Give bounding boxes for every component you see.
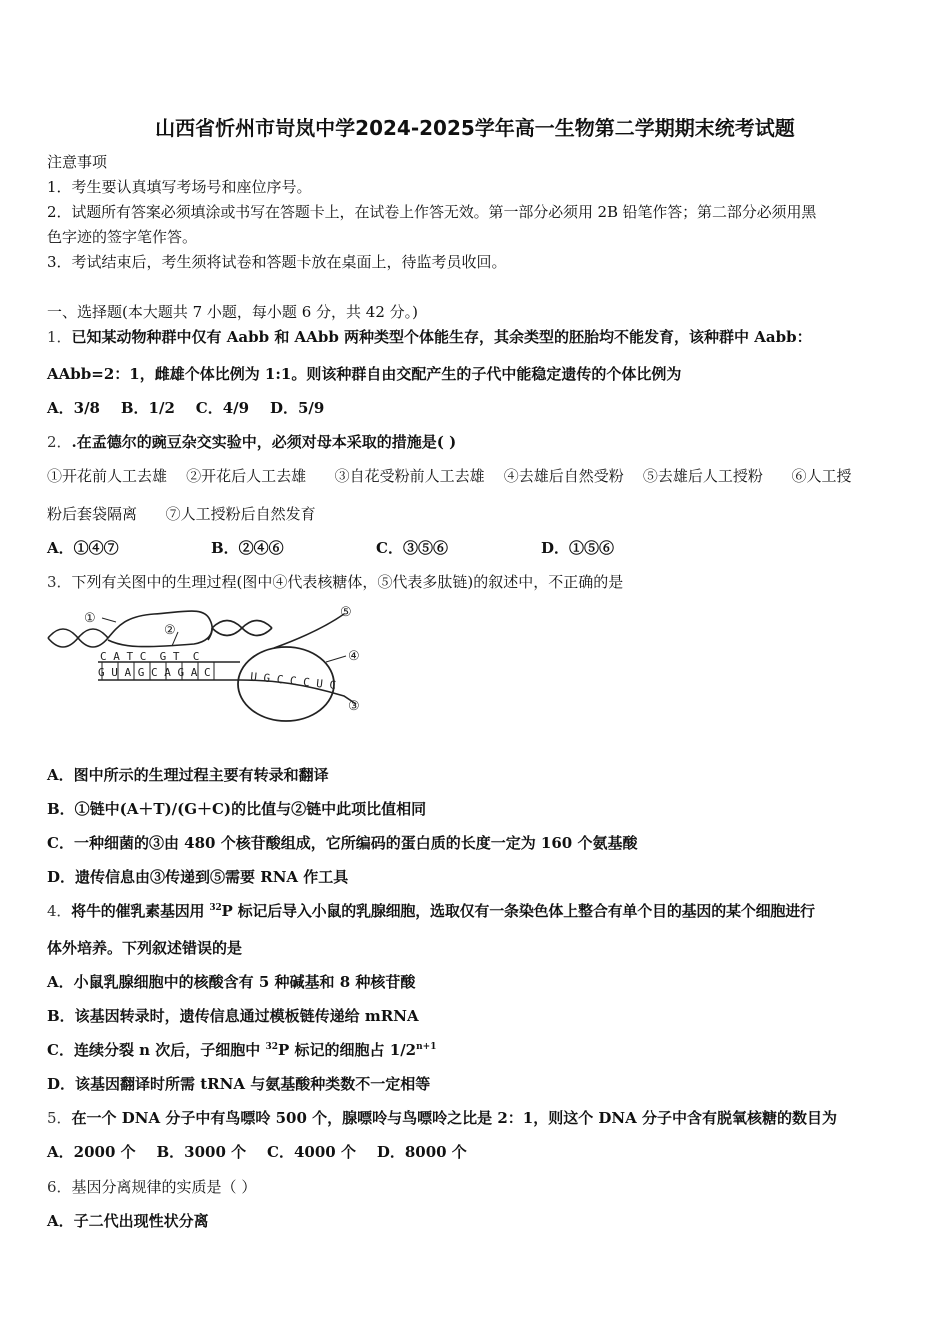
question-text: 将牛的催乳素基因用 — [71, 902, 210, 920]
question-4-option-c — [47, 1040, 910, 1060]
question-text: .在孟德尔的豌豆杂交实验中，必须对母本采取的措施是( ) — [71, 433, 457, 451]
question-4 — [47, 901, 910, 921]
question-3-option-b: B．①链中(A＋T)/(G＋C)的比值与②链中此项比值相同 — [47, 800, 427, 818]
option-d: D．①⑤⑥ — [541, 539, 615, 557]
section-heading: 一、选择题(本大题共 7 小题，每小题 6 分，共 42 分。) — [47, 303, 418, 321]
rna-sequence: G U A G C A G A C — [98, 666, 211, 679]
label-ribosome: ④ — [348, 649, 360, 664]
label-strand-1: ① — [84, 611, 96, 626]
dna-helix-right — [212, 621, 272, 636]
question-6 — [47, 1177, 910, 1197]
question-text: 在一个 DNA 分子中有鸟嘌呤 500 个，腺嘌呤与鸟嘌呤之比是 2：1，则这个 DNA 分子中含有脱氧核糖的数目为 — [71, 1109, 838, 1127]
question-1 — [47, 327, 910, 347]
dna-strand-2 — [108, 628, 212, 647]
option-c: C．③⑤⑥ — [376, 539, 448, 557]
notice-item: 3．考试结束后，考生须将试卷和答题卡放在桌面上，待监考员收回。 — [47, 253, 507, 271]
pointer-line — [102, 618, 116, 622]
question-4-option-a: A．小鼠乳腺细胞中的核酸含有 5 种碱基和 8 种核苷酸 — [47, 973, 416, 991]
question-number: 6． — [47, 1178, 72, 1196]
question-number: 4． — [47, 902, 72, 920]
question-number: 1． — [47, 328, 72, 346]
question-text: 已知某动物种群中仅有 Aabb 和 AAbb 两种类型个体能生存，其余类型的胚胎均不能发育，该种群中 Aabb： — [71, 328, 812, 346]
dna-helix-left — [48, 629, 108, 647]
question-text: P 标记后导入小鼠的乳腺细胞，选取仅有一条染色体上整合有单个目的基因的某个细胞进行 — [221, 902, 815, 920]
question-5-options: A．2000 个 B．3000 个 C．4000 个 D．8000 个 — [47, 1143, 467, 1161]
question-number: 5． — [47, 1109, 72, 1127]
superscript: 32 — [209, 903, 222, 913]
label-mrna: ③ — [348, 699, 360, 714]
notice-item: 1．考生要认真填写考场号和座位序号。 — [47, 178, 312, 196]
page-title: 山西省忻州市岢岚中学2024-2025学年高一生物第二学期期末统考试题 — [155, 116, 795, 140]
label-strand-2: ② — [164, 623, 176, 638]
question-5 — [47, 1108, 910, 1128]
option-a: A．①④⑦ — [47, 539, 119, 557]
option-text: C．连续分裂 n 次后，子细胞中 — [47, 1041, 266, 1059]
dna-strand-1 — [108, 611, 212, 640]
question-number: 3． — [47, 573, 72, 591]
label-polypeptide: ⑤ — [340, 605, 352, 620]
codon-sequence: U G C C C U C — [249, 670, 337, 692]
question-4-cont: 体外培养。下列叙述错误的是 — [47, 939, 243, 957]
question-1-cont: AAbb=2：1，雌雄个体比例为 1:1。则该种群自由交配产生的子代中能稳定遗传的个体比例为 — [47, 365, 682, 383]
question-4-option-d: D．该基因翻译时所需 tRNA 与氨基酸种类数不一定相等 — [47, 1075, 431, 1093]
question-text: 基因分离规律的实质是（ ） — [71, 1178, 257, 1196]
option-text: P 标记的细胞占 1/2 — [278, 1041, 417, 1059]
question-6-option-a: A．子二代出现性状分离 — [47, 1212, 209, 1230]
question-4-option-b: B．该基因转录时，遗传信息通过模板链传递给 mRNA — [47, 1007, 419, 1025]
pointer-line — [326, 656, 346, 662]
notice-item: 2．试题所有答案必须填涂或书写在答题卡上，在试卷上作答无效。第一部分必须用 2B 铅笔作答；第二部分必须用黑 — [47, 203, 817, 221]
question-number: 2． — [47, 433, 72, 451]
superscript: 32 — [265, 1042, 279, 1052]
question-2 — [47, 432, 910, 452]
question-2-steps-cont: 粉后套袋隔离 ⑦人工授粉后自然发育 — [47, 505, 316, 523]
option-b: B．②④⑥ — [211, 539, 284, 557]
polypeptide — [274, 614, 344, 648]
superscript: n+1 — [416, 1042, 437, 1052]
question-3-option-a: A．图中所示的生理过程主要有转录和翻译 — [47, 766, 329, 784]
transcription-translation-figure — [44, 600, 374, 730]
dna-sequence: C A T C G T C — [100, 650, 200, 663]
question-text: 下列有关图中的生理过程(图中④代表核糖体，⑤代表多肽链)的叙述中，不正确的是 — [71, 573, 624, 591]
question-3-option-c: C．一种细菌的③由 480 个核苷酸组成，它所编码的蛋白质的长度一定为 160 个氨基酸 — [47, 834, 638, 852]
question-3-option-d: D．遗传信息由③传递到⑤需要 RNA 作工具 — [47, 868, 349, 886]
notice-item: 色字迹的签字笔作答。 — [47, 228, 198, 246]
question-3 — [47, 572, 910, 592]
question-1-options: A．3/8 B．1/2 C．4/9 D．5/9 — [47, 399, 325, 417]
notice-heading: 注意事项 — [47, 153, 108, 171]
question-2-steps: ①开花前人工去雄 ②开花后人工去雄 ③自花受粉前人工去雄 ④去雄后自然受粉 ⑤去雄后人工授粉 ⑥人工授 — [47, 467, 852, 485]
